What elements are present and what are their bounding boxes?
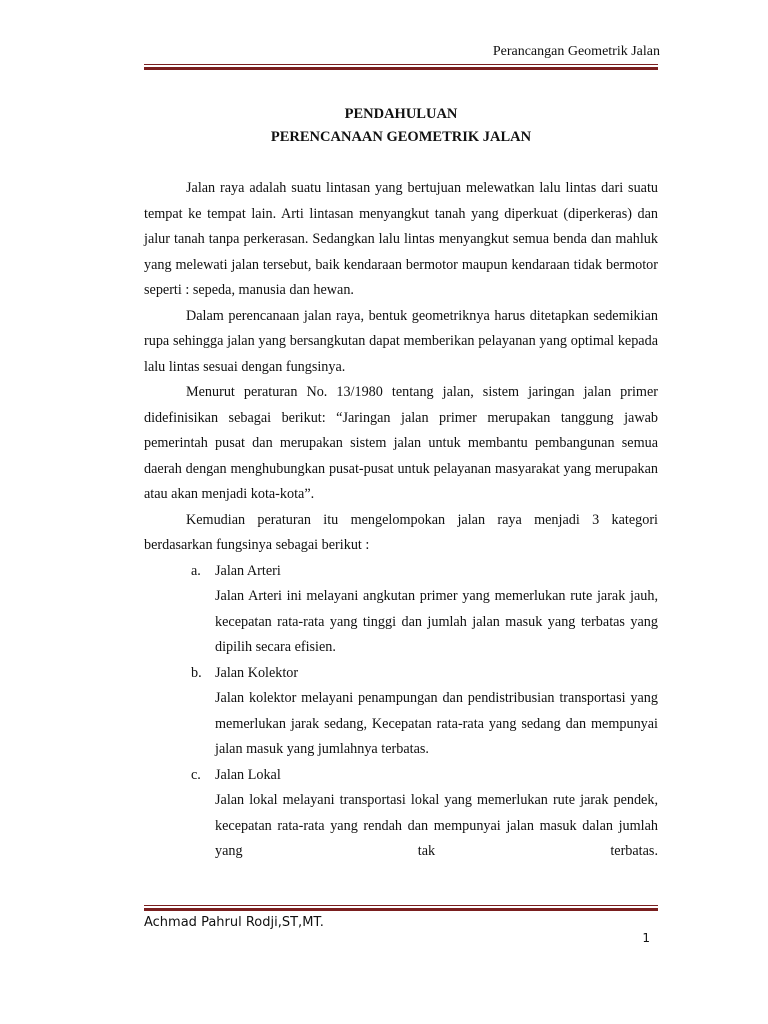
list-marker: a. <box>191 562 201 579</box>
list-item-description: Jalan Arteri ini melayani angkutan primer yang memerlukan rute jarak jauh, kecepatan rata-rata yang tinggi dan jumlah jalan masuk yang terbatas yang dipilih secara efisien. <box>215 588 658 655</box>
chapter-subtitle: PERENCANAAN GEOMETRIK JALAN <box>270 129 532 145</box>
body-text <box>144 176 658 865</box>
paragraph: Kemudian peraturan itu mengelompokan jalan raya menjadi 3 kategori berdasarkan fungsinya sebagai berikut : <box>144 511 658 553</box>
list-item <box>144 661 658 763</box>
list-item-title: Jalan Kolektor <box>215 664 299 681</box>
chapter-title: PENDAHULUAN <box>344 106 458 122</box>
paragraph: Dalam perencanaan jalan raya, bentuk geometriknya harus ditetapkan sedemikian rupa sehingga jalan yang bersangkutan dapat memberikan pelayanan yang optimal kepada lalu lintas sesuai dengan fungsinya. <box>144 307 658 375</box>
list-item-description: Jalan kolektor melayani penampungan dan pendistribusian transportasi yang memerlukan jarak sedang, Kecepatan rata-rata yang sedang dan mempunyai jalan masuk yang jumlahnya terbatas. <box>215 690 658 757</box>
list-item-description: Jalan lokal melayani transportasi lokal yang memerlukan rute jarak pendek, kecepatan rata-rata yang rendah dan mempunyai jalan masuk dalan jumlah yang tak terbatas. <box>215 792 658 859</box>
list-item <box>144 763 658 865</box>
paragraph: Menurut peraturan No. 13/1980 tentang jalan, sistem jaringan jalan primer didefinisikan sebagai berikut: “Jaringan jalan primer merupakan tanggung jawab pemerintah pusat dan merupakan sistem jalan untuk membantu pembangunan semua daerah dengan menghubungkan pusat-pusat untuk pelayanan masyarakat yang merupakan atau akan menjadi kota-kota”. <box>144 384 658 502</box>
list-marker: b. <box>191 664 202 681</box>
list-marker: c. <box>191 766 201 783</box>
footer-rule <box>144 905 658 911</box>
list-item-title: Jalan Lokal <box>215 766 281 783</box>
list-item <box>144 559 658 661</box>
header-rule <box>144 64 658 70</box>
running-header: Perancangan Geometrik Jalan <box>492 44 660 59</box>
paragraph: Jalan raya adalah suatu lintasan yang bertujuan melewatkan lalu lintas dari suatu tempat ke tempat lain. Arti lintasan menyangkut tanah yang diperkuat (diperkeras) dan jalur tanah tanpa perkerasan. Sedangkan lalu lintas menyangkut semua benda dan mahluk yang melewati jalan tersebut, baik kendaraan bermotor maupun kendaraan tidak bermotor seperti : sepeda, manusia dan hewan. <box>144 180 658 298</box>
road-category-list <box>144 559 658 865</box>
footer-author: Achmad Pahrul Rodji,ST,MT. <box>144 915 324 930</box>
page-number: 1 <box>642 931 650 945</box>
list-item-title: Jalan Arteri <box>215 562 281 579</box>
